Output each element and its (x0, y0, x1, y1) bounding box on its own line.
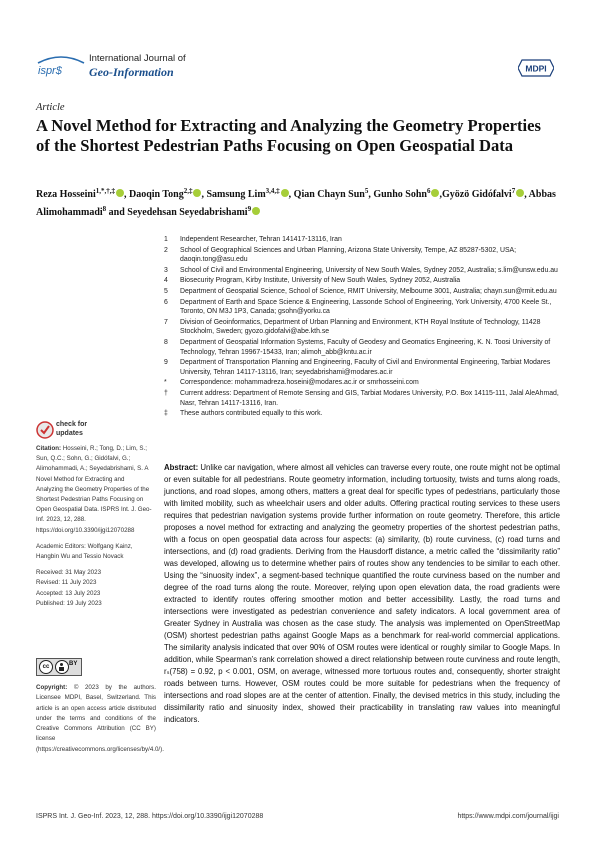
orcid-icon[interactable] (252, 207, 260, 215)
attribution-icon (55, 660, 69, 674)
author-list (36, 184, 561, 220)
author-name: Gyözö Gidófalvi (441, 189, 512, 200)
author-name: Reza Hosseini (36, 189, 96, 200)
author-separator: , (288, 189, 294, 200)
affiliation-marker: 8 (164, 338, 168, 346)
affiliation-item (164, 389, 560, 408)
author-separator: , (524, 189, 529, 200)
author-separator: , (368, 189, 374, 200)
author-affiliation-marker: 6 (426, 187, 431, 195)
author-affiliation-marker: 7 (511, 187, 516, 195)
author-name: Daoqin Tong (128, 189, 184, 200)
orcid-icon[interactable] (116, 189, 124, 197)
cc-by-license-badge[interactable] (36, 658, 82, 676)
affiliation-item (164, 338, 560, 357)
received-date: Received: 31 May 2023 (36, 569, 102, 577)
affiliation-item (164, 266, 560, 276)
affiliation-text: Correspondence: mohammadreza.hoseini@modares.ac.ir or smrhosseini.com (180, 379, 419, 387)
affiliation-item (164, 318, 560, 337)
journal-name-line2: Geo-Information (89, 65, 174, 79)
copyright-label: Copyright: (36, 684, 68, 691)
mdpi-logo-text: MDPI (525, 63, 547, 74)
author-affiliation-marker: 8 (102, 205, 107, 213)
orcid-icon[interactable] (281, 189, 289, 197)
academic-editors: Academic Editors: Wolfgang Kainz, Hangbin Wu and Tessio Novack (36, 542, 133, 561)
copyright-notice (36, 683, 164, 755)
article-title: A Novel Method for Extracting and Analyzing the Geometry Properties of the Shortest Pedestrian Paths Focusing on Open Geospatial Data (36, 116, 541, 155)
affiliation-marker: 9 (164, 359, 168, 367)
author-name: Abbas Alimohammadi (36, 189, 556, 218)
journal-logo (36, 55, 86, 77)
affiliation-item (164, 378, 560, 388)
citation-text: Hosseini, R.; Tong, D.; Lim, S.; Sun, Q.C.; Sohn, G.; Gidófalvi, G.; Alimohammadi, A.; Seyedabrishami, S. A Novel Method for Extracting and Analyzing the Geometry Properties of the Shortest Pedestrian Paths Focusing on Open Geospatial Data. ISPRS Int. J. Geo-Inf. 2023, 12, 288. https://doi.org/10.3390/ijgi12070288 (36, 445, 152, 534)
affiliation-text: Department of Geospatial Information Systems, Faculty of Geodesy and Geomatics Engineering, K. N. Toosi University of Technology, Tehran 19967-15433, Iran; alimoh_abb@kntu.ac.ir (180, 338, 551, 356)
author-separator: , (201, 189, 207, 200)
author-affiliation-marker: 3,4,‡ (265, 187, 280, 195)
affiliation-marker: 3 (164, 266, 168, 274)
author-affiliation-marker: 9 (247, 205, 252, 213)
author-name: Gunho Sohn (373, 189, 427, 200)
affiliation-item (164, 409, 560, 419)
citation-block (36, 444, 152, 536)
affiliation-text: Biosecurity Program, Kirby Institute, University of New South Wales, Sydney 2052, Australia (180, 277, 461, 285)
affiliation-marker: 6 (164, 298, 168, 306)
author-separator: , (123, 189, 129, 200)
abstract-text: Unlike car navigation, where almost all vehicles can traverse every route, one route might not be optimal or even suitable for all pedestrians. Route geometry information, including tortuosity, twists and turns along roads, junctions, and road slopes, among others, matters a great deal for specific types of pedestrians, particularly those with limited mobility, such as wheelchair users and older adults. Offering practical routing services to these users requires that pedestrian navigation systems provide further information on route geometry. Therefore, this article proposes a novel method for extracting and analyzing the geometry properties of the shortest pedestrian paths, with a focus on open geospatial data across four aspects: (a) similarity, (b) route curviness, (c) road turns and intersections, and (d) road gradients. Deriving from the Hausdorff distance, a metric called the “dissimilarity ratio” was developed, allowing us to determine whether pairs of routes show any tendencies to be similar to each other. Using the “sinuosity index”, a segment-based technique quantified the route curviness based on the number and degree of the road turns along the route. Moreover, relying upon open elevation data, the road gradients were extracted to identify routes offering smoother motion and better accessibility. Lastly, the road turns and intersections were investigated as pedestrian convenience and safety indicators. A local government area of Greater Sydney in Australia was chosen as the case study. The analysis was implemented on OpenStreetMap (OSM) shortest pedestrian paths against Google Maps as a benchmark for real-world commercial applications. The similarity analysis indicated that over 90% of OSM routes were identical or roughly similar to Google Maps. In addition, while Spearman’s rank correlation showed a direct relationship between route curviness and route length, rₛ(758) = 0.92, p < 0.001, OSM, on average, witnessed more tortuous routes and, consequently, shorter straight roads between turns. However, OSM routes could be more suitable for pedestrians when the frequency of intersections and road slopes are at the center of attention. Finally, the devised metrics in this study, including the dissimilarity ratio and sinuosity index, showed their practicability in translating raw values into meaningful indicators. (164, 463, 560, 724)
affiliation-marker: 1 (164, 236, 168, 243)
affiliation-marker: 7 (164, 318, 168, 326)
affiliation-item (164, 276, 560, 286)
affiliation-text: School of Geographical Sciences and Urban Planning, Arizona State University, Tempe, AZ 85287-5302, USA; daoqin.tong@asu.edu (180, 246, 517, 264)
author-affiliation-marker: 2,‡ (183, 187, 193, 195)
affiliation-text: School of Civil and Environmental Engineering, University of New South Wales, Sydney 2052, Australia; s.lim@unsw.edu.au (180, 266, 558, 274)
copyright-text: © 2023 by the authors. Licensee MDPI, Basel, Switzerland. This article is an open access article distributed under the terms and conditions of the Creative Commons Attribution (CC BY) license (https://creativecommons.org/licenses/by/4.0/). (36, 684, 164, 753)
footer-journal-url[interactable]: https://www.mdpi.com/journal/ijgi (457, 813, 559, 820)
affiliation-item (164, 298, 560, 317)
affiliation-marker: ‡ (164, 410, 168, 418)
affiliation-text: Department of Earth and Space Science & Engineering, Lassonde School of Engineering, York University, 4700 Keele St., Toronto, ON M3J 1P3, Canada; gsohn@yorku.ca (180, 298, 552, 316)
affiliation-marker: 4 (164, 277, 168, 285)
check-for-updates-icon[interactable] (36, 420, 54, 440)
author-name: Seyedehsan Seyedabrishami (127, 207, 248, 218)
author-separator: , (439, 189, 442, 200)
affiliation-text: These authors contributed equally to this work. (180, 410, 323, 418)
published-date: Published: 19 July 2023 (36, 599, 102, 607)
journal-logo-text: ispr$ (38, 65, 62, 77)
affiliation-text: Current address: Department of Remote Sensing and GIS, Tarbiat Modares University, P.O. Box 14115-111, Jalal AleAhmad, Nasr, Tehran 14117-13116, Iran. (180, 389, 559, 407)
license-badge-text: BY (69, 661, 78, 667)
affiliation-item (164, 246, 560, 265)
check-for-updates-label[interactable]: check for (56, 421, 88, 428)
affiliations-list (164, 235, 560, 420)
author-affiliation-marker: 5 (364, 187, 369, 195)
affiliation-marker: 2 (164, 246, 168, 254)
article-type: Article (36, 102, 65, 113)
affiliation-marker: 5 (164, 287, 168, 295)
author-affiliation-marker: 1,*,†,‡ (95, 187, 115, 195)
revised-date: Revised: 11 July 2023 (36, 579, 97, 587)
citation-label: Citation: (36, 445, 62, 452)
sidebar (36, 444, 152, 609)
accepted-date: Accepted: 13 July 2023 (36, 589, 101, 597)
mdpi-logo (518, 58, 554, 78)
author-name: Samsung Lim (206, 189, 266, 200)
journal-name-line1: International Journal of (89, 53, 186, 64)
abstract (164, 462, 560, 726)
cc-icon: cc (39, 660, 53, 674)
abstract-label: Abstract: (164, 463, 199, 472)
affiliation-item (164, 287, 560, 297)
affiliation-item (164, 358, 560, 377)
affiliation-text: Department of Transportation Planning and Engineering, Faculty of Civil and Environmental Engineering, Tarbiat Modares University, Tehran 14117-13116, Iran; seyedabrishami@modares.ac.ir (180, 359, 551, 376)
affiliation-text: Independent Researcher, Tehran 141417-13116, Iran (180, 236, 342, 243)
author-name: Qian Chayn Sun (293, 189, 365, 200)
affiliation-marker: * (164, 379, 167, 387)
check-for-updates-label-2[interactable]: updates (56, 430, 83, 437)
affiliation-text: Department of Geospatial Science, School of Science, RMIT University, Melbourne 3001, Australia; chayn.sun@rmit.edu.au (180, 287, 557, 295)
affiliation-text: Division of Geoinformatics, Department of Urban Planning and Environment, KTH Royal Institute of Technology, 11428 Stockholm, Sweden; gyozo.gidofalvi@abe.kth.se (180, 318, 541, 336)
author-separator: and (106, 207, 128, 218)
affiliation-item (164, 235, 560, 245)
affiliation-marker: † (164, 389, 168, 397)
footer-citation[interactable]: ISPRS Int. J. Geo-Inf. 2023, 12, 288. https://doi.org/10.3390/ijgi12070288 (36, 813, 264, 820)
